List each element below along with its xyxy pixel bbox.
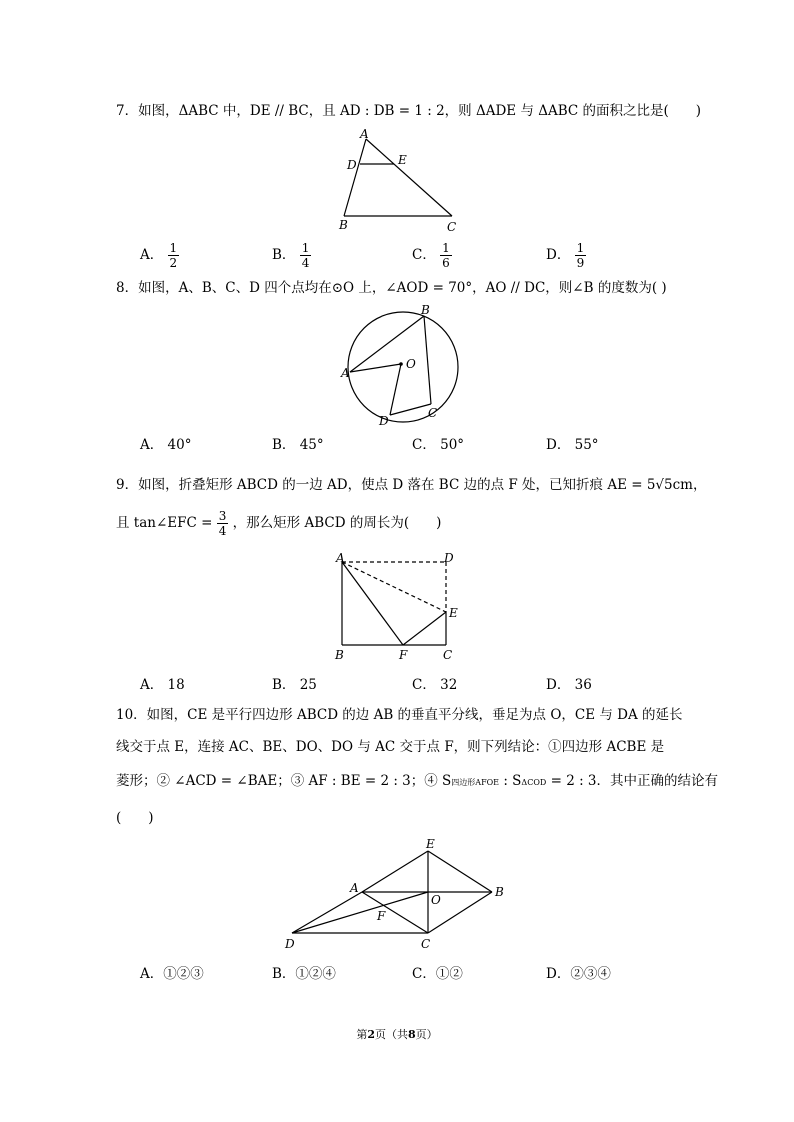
q10-label-d: D bbox=[285, 937, 295, 951]
q7-label-d: D bbox=[347, 158, 357, 172]
q7-label-a: A bbox=[360, 128, 369, 141]
q7-option-d[interactable]: D． $\frac{1}{9}$ bbox=[546, 241, 585, 270]
q8-label-d: D bbox=[379, 414, 389, 428]
q7-label-e: E bbox=[398, 153, 407, 167]
q10-label-e: E bbox=[426, 837, 435, 851]
q9-rectangle-figure bbox=[330, 549, 465, 664]
q10-parallelogram-figure bbox=[280, 836, 515, 956]
q9-label-e: E bbox=[449, 606, 458, 620]
q7-option-c-fraction: $\frac{1}{6}$ bbox=[442, 241, 450, 270]
q9-option-c[interactable]: C． 32 bbox=[412, 677, 458, 693]
q10-option-b[interactable]: B．①②④ bbox=[272, 966, 336, 982]
q9-tan-fraction: $\frac{3}{4}$ bbox=[218, 509, 227, 538]
q8-circle-figure bbox=[335, 303, 465, 431]
q8-label-c: C bbox=[428, 406, 438, 420]
q8-label-o: O bbox=[406, 357, 416, 371]
q7-label-b: B bbox=[339, 218, 348, 232]
q7-option-c[interactable]: C． $\frac{1}{6}$ bbox=[412, 241, 450, 270]
q9-stem-line2: 且 tan∠EFC = $\frac{3}{4}$ ，那么矩形 ABCD 的周长为( ) bbox=[116, 509, 442, 538]
q9-label-f: F bbox=[399, 648, 408, 662]
q9-label-c: C bbox=[443, 648, 453, 662]
q9-stem: 9．如图，折叠矩形 ABCD 的一边 AD，使点 D 落在 BC 边的点 F 处，已知折痕 AE = 5√5cm， bbox=[116, 477, 707, 493]
q9-option-b[interactable]: B． 25 bbox=[272, 677, 317, 693]
q7-option-a[interactable]: A． $\frac{1}{2}$ bbox=[140, 241, 178, 270]
q8-option-b[interactable]: B． 45° bbox=[272, 437, 324, 453]
q10-stem-line2: 线交于点 E，连接 AC、BE、DO、DO 与 AC 交于点 F，则下列结论：①四边形 ACBE 是 bbox=[116, 739, 665, 755]
q8-option-d[interactable]: D． 55° bbox=[546, 437, 599, 453]
q10-stem-line1: 10．如图，CE 是平行四边形 ABCD 的边 AB 的垂直平分线，垂足为点 O，CE 与 DA 的延长 bbox=[116, 707, 683, 723]
q7-stem: 7．如图，ΔABC 中，DE // BC，且 AD : DB = 1 : 2，则 ΔADE 与 ΔABC 的面积之比是( ) bbox=[116, 103, 702, 119]
q8-label-b: B bbox=[421, 303, 430, 317]
q9-label-d: D bbox=[444, 551, 454, 565]
q7-triangle-figure bbox=[330, 128, 470, 234]
q7-option-b[interactable]: B． $\frac{1}{4}$ bbox=[272, 241, 310, 270]
q7-option-a-fraction: $\frac{1}{2}$ bbox=[169, 241, 178, 270]
q8-option-a[interactable]: A． 40° bbox=[140, 437, 192, 453]
q10-label-o: O bbox=[431, 893, 441, 907]
q10-label-c: C bbox=[421, 937, 431, 951]
q10-option-c[interactable]: C．①② bbox=[412, 966, 463, 982]
q10-label-b: B bbox=[495, 885, 504, 899]
q10-option-a[interactable]: A．①②③ bbox=[140, 966, 204, 982]
q7-label-c: C bbox=[447, 220, 457, 234]
q9-label-b: B bbox=[335, 648, 344, 662]
q10-label-a: A bbox=[350, 881, 359, 895]
q10-option-d[interactable]: D．②③④ bbox=[546, 966, 611, 982]
page-footer: 第2页（共8页） bbox=[356, 1028, 438, 1041]
q8-stem: 8．如图，A、B、C、D 四个点均在⊙O 上，∠AOD = 70°，AO // DC，则∠B 的度数为( ) bbox=[116, 280, 667, 296]
q8-option-c[interactable]: C． 50° bbox=[412, 437, 465, 453]
q10-label-f: F bbox=[377, 909, 386, 923]
q7-option-d-fraction: $\frac{1}{9}$ bbox=[576, 241, 585, 270]
q9-label-a: A bbox=[336, 551, 345, 565]
q9-option-d[interactable]: D． 36 bbox=[546, 677, 592, 693]
q10-stem-line4: ( ) bbox=[116, 810, 154, 826]
q7-option-b-fraction: $\frac{1}{4}$ bbox=[301, 241, 310, 270]
q10-stem-line3: 菱形；② ∠ACD = ∠BAE；③ AF : BE = 2 : 3；④ S四边形AFOE : SΔCOD = 2 : 3．其中正确的结论有 bbox=[116, 773, 718, 789]
q9-option-a[interactable]: A． 18 bbox=[140, 677, 185, 693]
q8-label-a: A bbox=[341, 366, 350, 380]
